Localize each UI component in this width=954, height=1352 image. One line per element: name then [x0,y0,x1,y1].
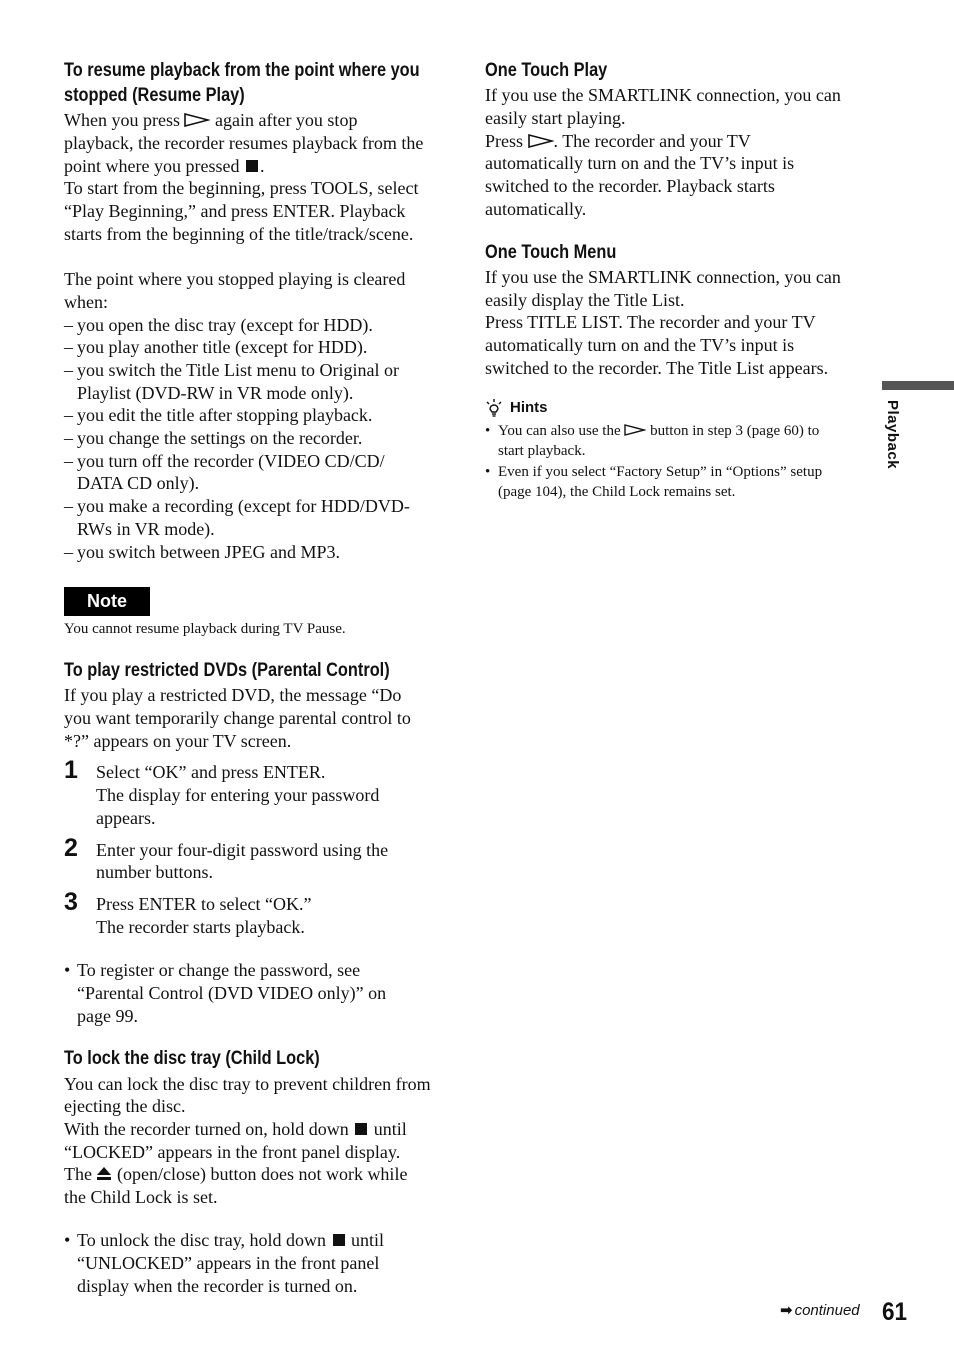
step-number-1: 1 [64,756,78,784]
continued-indicator: ➡ continued [780,1302,860,1319]
parental-line3: *?” appears on your TV screen. [64,731,292,751]
otm-line3: Press TITLE LIST. The recorder and your TV [485,312,816,332]
resume-line1: When you press again after you stop [64,110,358,130]
childlock-title: To lock the disc tray (Child Lock) [64,1048,320,1069]
stop-icon [246,160,258,172]
step-1-line1: Select “OK” and press ENTER. [96,762,326,782]
eject-icon [96,1167,112,1181]
otp-title: One Touch Play [485,60,608,81]
childlock-line4: “LOCKED” appears in the front panel display. [64,1142,401,1162]
note-text: You cannot resume playback during TV Pause. [64,621,346,637]
step-2-line2: number buttons. [96,862,213,882]
arrow-right-icon: ➡ [780,1302,793,1319]
childlock-line5: The (open/close) button does not work while [64,1164,408,1184]
play-icon [528,134,554,148]
otp-line1: If you use the SMARTLINK connection, you can [485,85,841,105]
cleared-line2: when: [64,292,108,312]
otp-line3: Press . The recorder and your TV [485,131,751,151]
resume-line3: point where you pressed . [64,156,265,176]
section-tab-label: Playback [884,400,901,470]
resume-line2: playback, the recorder resumes playback from the [64,133,424,153]
otm-line1: If you use the SMARTLINK connection, you can [485,267,841,287]
childlock-line1: You can lock the disc tray to prevent children from [64,1074,431,1094]
resume-title-line1: To resume playback from the point where you [64,60,420,81]
parental-line1: If you play a restricted DVD, the message “Do [64,685,402,705]
step-2-line1: Enter your four-digit password using the [96,840,389,860]
step-3-line1: Press ENTER to select “OK.” [96,894,312,914]
otp-line4: automatically turn on and the TV’s input is [485,153,795,173]
page-number: 61 [882,1298,908,1326]
otm-line4: automatically turn on and the TV’s input is [485,335,795,355]
resume-line4: To start from the beginning, press TOOLS, select [64,178,419,198]
parental-title: To play restricted DVDs (Parental Control) [64,660,390,681]
parental-line2: you want temporarily change parental control to [64,708,411,728]
step-3-line2: The recorder starts playback. [96,917,305,937]
childlock-line2: ejecting the disc. [64,1096,186,1116]
section-tab-bar [882,381,954,390]
otp-line5: switched to the recorder. Playback starts [485,176,775,196]
hint-2-line1: • Even if you select “Factory Setup” in “Options” setup [485,464,823,480]
play-icon [184,113,210,127]
otp-line2: easily start playing. [485,108,626,128]
step-1-line3: appears. [96,808,156,828]
lightbulb-icon [485,398,503,418]
hint-2-line2: (page 104), the Child Lock remains set. [498,484,736,500]
play-icon [624,424,646,436]
otm-line2: easily display the Title List. [485,290,685,310]
otm-line5: switched to the recorder. The Title List appears. [485,358,829,378]
stop-icon [355,1123,367,1135]
childlock-line6: the Child Lock is set. [64,1187,218,1207]
hint-1-line2: start playback. [498,443,586,459]
otp-line6: automatically. [485,199,587,219]
stop-icon [333,1234,345,1246]
step-1-line2: The display for entering your password [96,785,380,805]
resume-line5: “Play Beginning,” and press ENTER. Playback [64,201,406,221]
resume-line6: starts from the beginning of the title/track/scene. [64,224,414,244]
resume-title-line2: stopped (Resume Play) [64,85,245,106]
cleared-line1: The point where you stopped playing is cleared [64,269,406,289]
step-number-3: 3 [64,888,78,916]
otm-title: One Touch Menu [485,242,617,263]
childlock-line3: With the recorder turned on, hold down until [64,1119,407,1139]
hints-label: Hints [510,399,548,416]
note-label: Note [64,587,150,616]
hint-1-line1: • You can also use the button in step 3 (page 60) to [485,423,820,439]
step-number-2: 2 [64,834,78,862]
